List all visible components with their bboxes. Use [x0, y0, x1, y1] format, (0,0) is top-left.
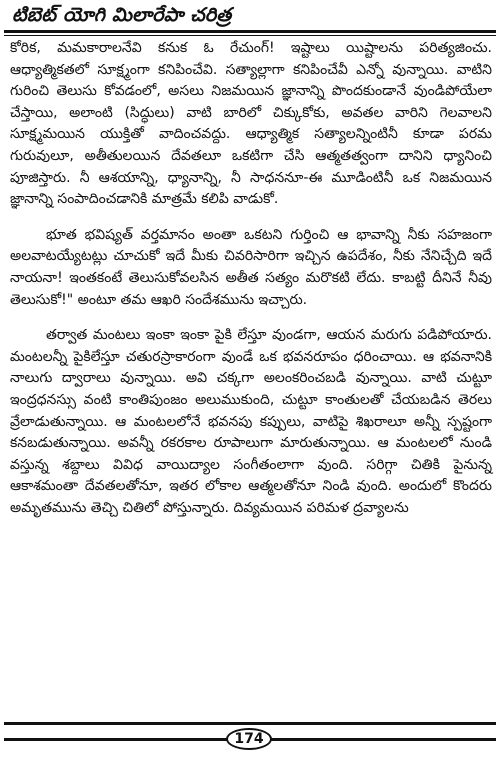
header-rule-thick [4, 30, 496, 33]
paragraph-2: భూత భవిష్యత్ వర్తమానం అంతా ఒకటని గుర్తించి ఆ భావాన్ని నీకు సహజంగా అలవాటయ్యేటట్లు చూచుకో ఇదే మీకు చివరిసారిగా ఇచ్చిన ఉపదేశం, నీకు నేనిచ్చేది ఇదే నాయనా! ఇంతకంటే తెలుసుకోవలసిన అతీత సత్యం మరొకటి లేదు. కాబట్టి దీనినే నీవు తెలుసుకో!" అంటూ తమ ఆఖరి సందేశమును ఇచ్చారు. [10, 226, 492, 308]
paragraph-3: తర్వాత మంటలు ఇంకా ఇంకా పైకి లేస్తూ వుండగా, ఆయన మరుగు పడిపోయారు. మంటలన్నీ పైకిలేస్తూ చతురస్రాకారంగా వుండే ఒక భవనరూపం ధరించాయి. ఆ భవనానికి నాలుగు ద్వారాలు వున్నాయి. అవి చక్కగా అలంకరించబడి వున్నాయి. వాటి చుట్టూ ఇంద్రధనస్సు వంటి కాంతిపుంజం అలుముకుంది, చుట్టూ కాంతులతో చేయబడిన తెరలు వ్రేలాడుతున్నాయి. ఆ మంటలలోనే భవనపు కప్పులు, వాటిపై శిఖరాలూ అన్నీ స్పష్టంగా కనబడుతున్నాయి. అవన్నీ రకరకాల రూపాలుగా మారుతున్నాయి. ఆ మంటలలో నుండి వస్తున్న శబ్దాలు వివిధ వాయిద్యాల సంగీతంలాగా వుంది. సరిగ్గా చితికి పైనున్న ఆకాశమంతా దేవతలతోనూ, ఇతర లోకాల ఆత్మలతోనూ నిండి వుంది. అందులో కొందరు అమృతమును తెచ్చి చితిలో పోస్తున్నారు. దివ్యమయిన పరిమళ ద్రవ్యాలను [10, 327, 492, 516]
paragraph-1: కోరిక, మమకారాలనేవి కనుక ఓ రేచుంగ్! ఇష్టాలు యిష్టాలను పరిత్యజించు. ఆధ్యాత్మికతలో సూక్ష్మంగా కనిపించేవి. సత్యాల్లాగా కనిపించేవీ ఎన్నో వున్నాయి. వాటిని గురించి తెలుసు కోవడంలో, అసలు నిజమయిన జ్ఞానాన్ని పొందకుండానే వుండిపోయేలా చేస్తాయి, అలాంటి (సిద్ధులు) వాటి బారిలో చిక్కుకోకు, అవతల వారిని గెలవాలని సూక్ష్మమయిన యుక్తితో వాదించవద్దు. ఆధ్యాత్మిక సత్యాలన్నింటినీ కూడా పరమ గురువులూ, అతీతులయిన దేవతలూ ఒకటిగా చేసి ఆత్మతత్వంగా దానిని ధ్యానించి పూజిస్తారు. నీ ఆశయాన్ని, ధ్యానాన్ని, నీ సాధననూ-ఈ మూడింటినీ ఒక నిజమయిన జ్ఞానాన్ని సంపాదించడానికి మాత్రమే కలిపి వాడుకో. [10, 40, 492, 208]
footer-rule-top [4, 722, 496, 725]
page-number: 174 [226, 728, 272, 750]
header-rule-thin [4, 35, 496, 36]
page-footer [4, 718, 496, 758]
body-text [10, 38, 492, 519]
page-header [4, 2, 496, 36]
running-title: టిబెట్ యోగి మిలారేపా చరిత్ర [12, 4, 232, 26]
